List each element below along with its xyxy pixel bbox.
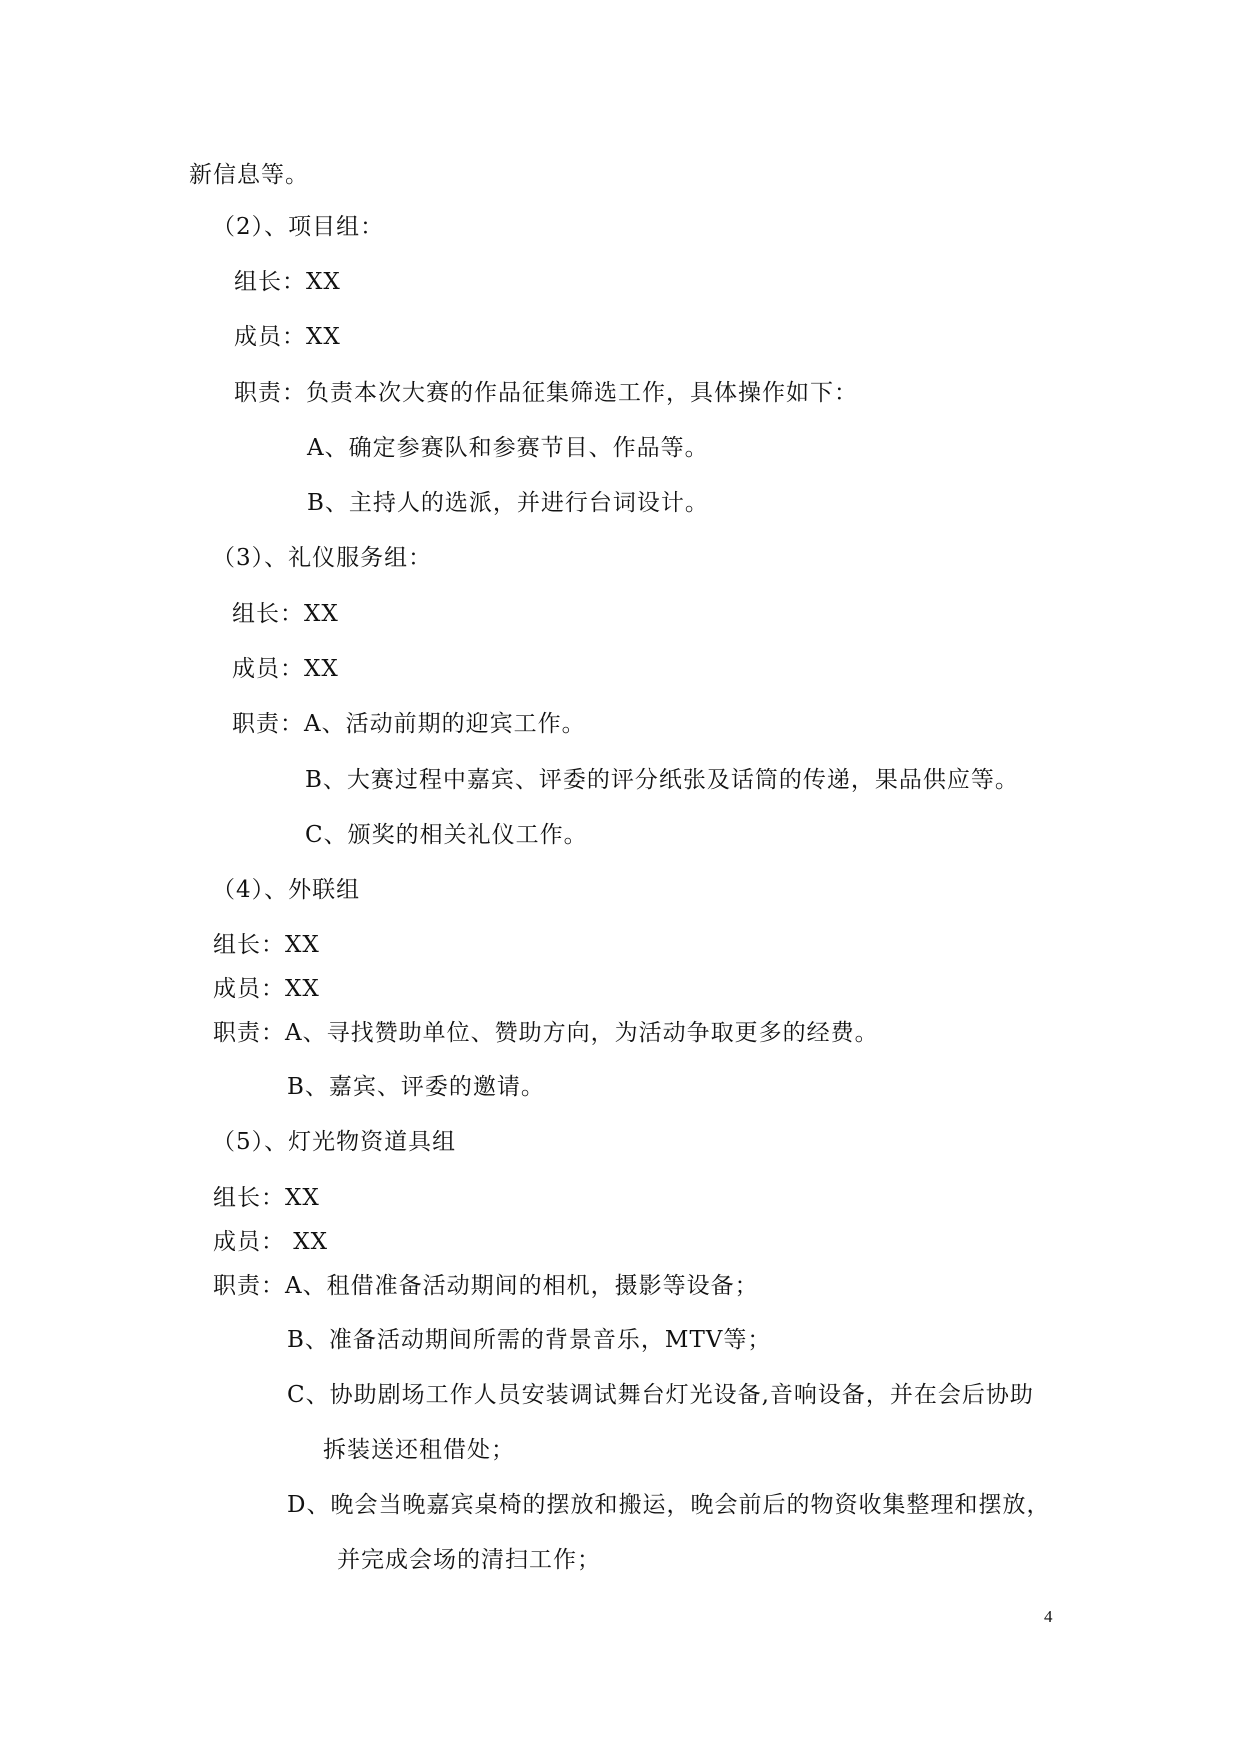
list-item: B、主持人的选派，并进行台词设计。 bbox=[307, 490, 709, 516]
text-line: 组长：XX bbox=[234, 269, 341, 295]
list-item: B、大赛过程中嘉宾、评委的评分纸张及话筒的传递，果品供应等。 bbox=[305, 767, 1019, 793]
text-line: 职责：A、租借准备活动期间的相机，摄影等设备； bbox=[213, 1273, 759, 1299]
text-line: 成员：XX bbox=[232, 656, 339, 682]
text-line: 组长：XX bbox=[213, 1185, 320, 1211]
text-line: 新信息等。 bbox=[189, 162, 309, 188]
text-line: 组长：XX bbox=[232, 601, 339, 627]
list-item: B、准备活动期间所需的背景音乐，MTV等； bbox=[287, 1327, 772, 1353]
page-number: 4 bbox=[1044, 1607, 1053, 1626]
text-line: 成员：XX bbox=[234, 324, 341, 350]
list-item: C、协助剧场工作人员安装调试舞台灯光设备,音响设备，并在会后协助 bbox=[287, 1382, 1034, 1408]
text-line: 并完成会场的清扫工作； bbox=[337, 1547, 601, 1573]
text-line: 职责：A、寻找赞助单位、赞助方向，为活动争取更多的经费。 bbox=[213, 1020, 879, 1046]
section-heading: （2）、项目组： bbox=[212, 214, 385, 240]
text-line: 组长：XX bbox=[213, 932, 320, 958]
text-line: 职责：负责本次大赛的作品征集筛选工作，具体操作如下： bbox=[234, 380, 858, 406]
list-item: C、颁奖的相关礼仪工作。 bbox=[305, 822, 588, 848]
text-line: 拆装送还租借处； bbox=[323, 1437, 515, 1463]
text-line: 成员：XX bbox=[213, 976, 320, 1002]
list-item: D、晚会当晚嘉宾桌椅的摆放和搬运，晚会前后的物资收集整理和摆放， bbox=[287, 1492, 1051, 1518]
list-item: A、确定参赛队和参赛节目、作品等。 bbox=[307, 435, 709, 461]
text-line: 职责：A、活动前期的迎宾工作。 bbox=[232, 711, 586, 737]
section-heading: （4）、外联组 bbox=[212, 877, 361, 903]
section-heading: （3）、礼仪服务组： bbox=[212, 545, 433, 571]
section-heading: （5）、灯光物资道具组 bbox=[212, 1129, 457, 1155]
list-item: B、嘉宾、评委的邀请。 bbox=[287, 1074, 545, 1100]
text-line: 成员： XX bbox=[213, 1229, 329, 1255]
